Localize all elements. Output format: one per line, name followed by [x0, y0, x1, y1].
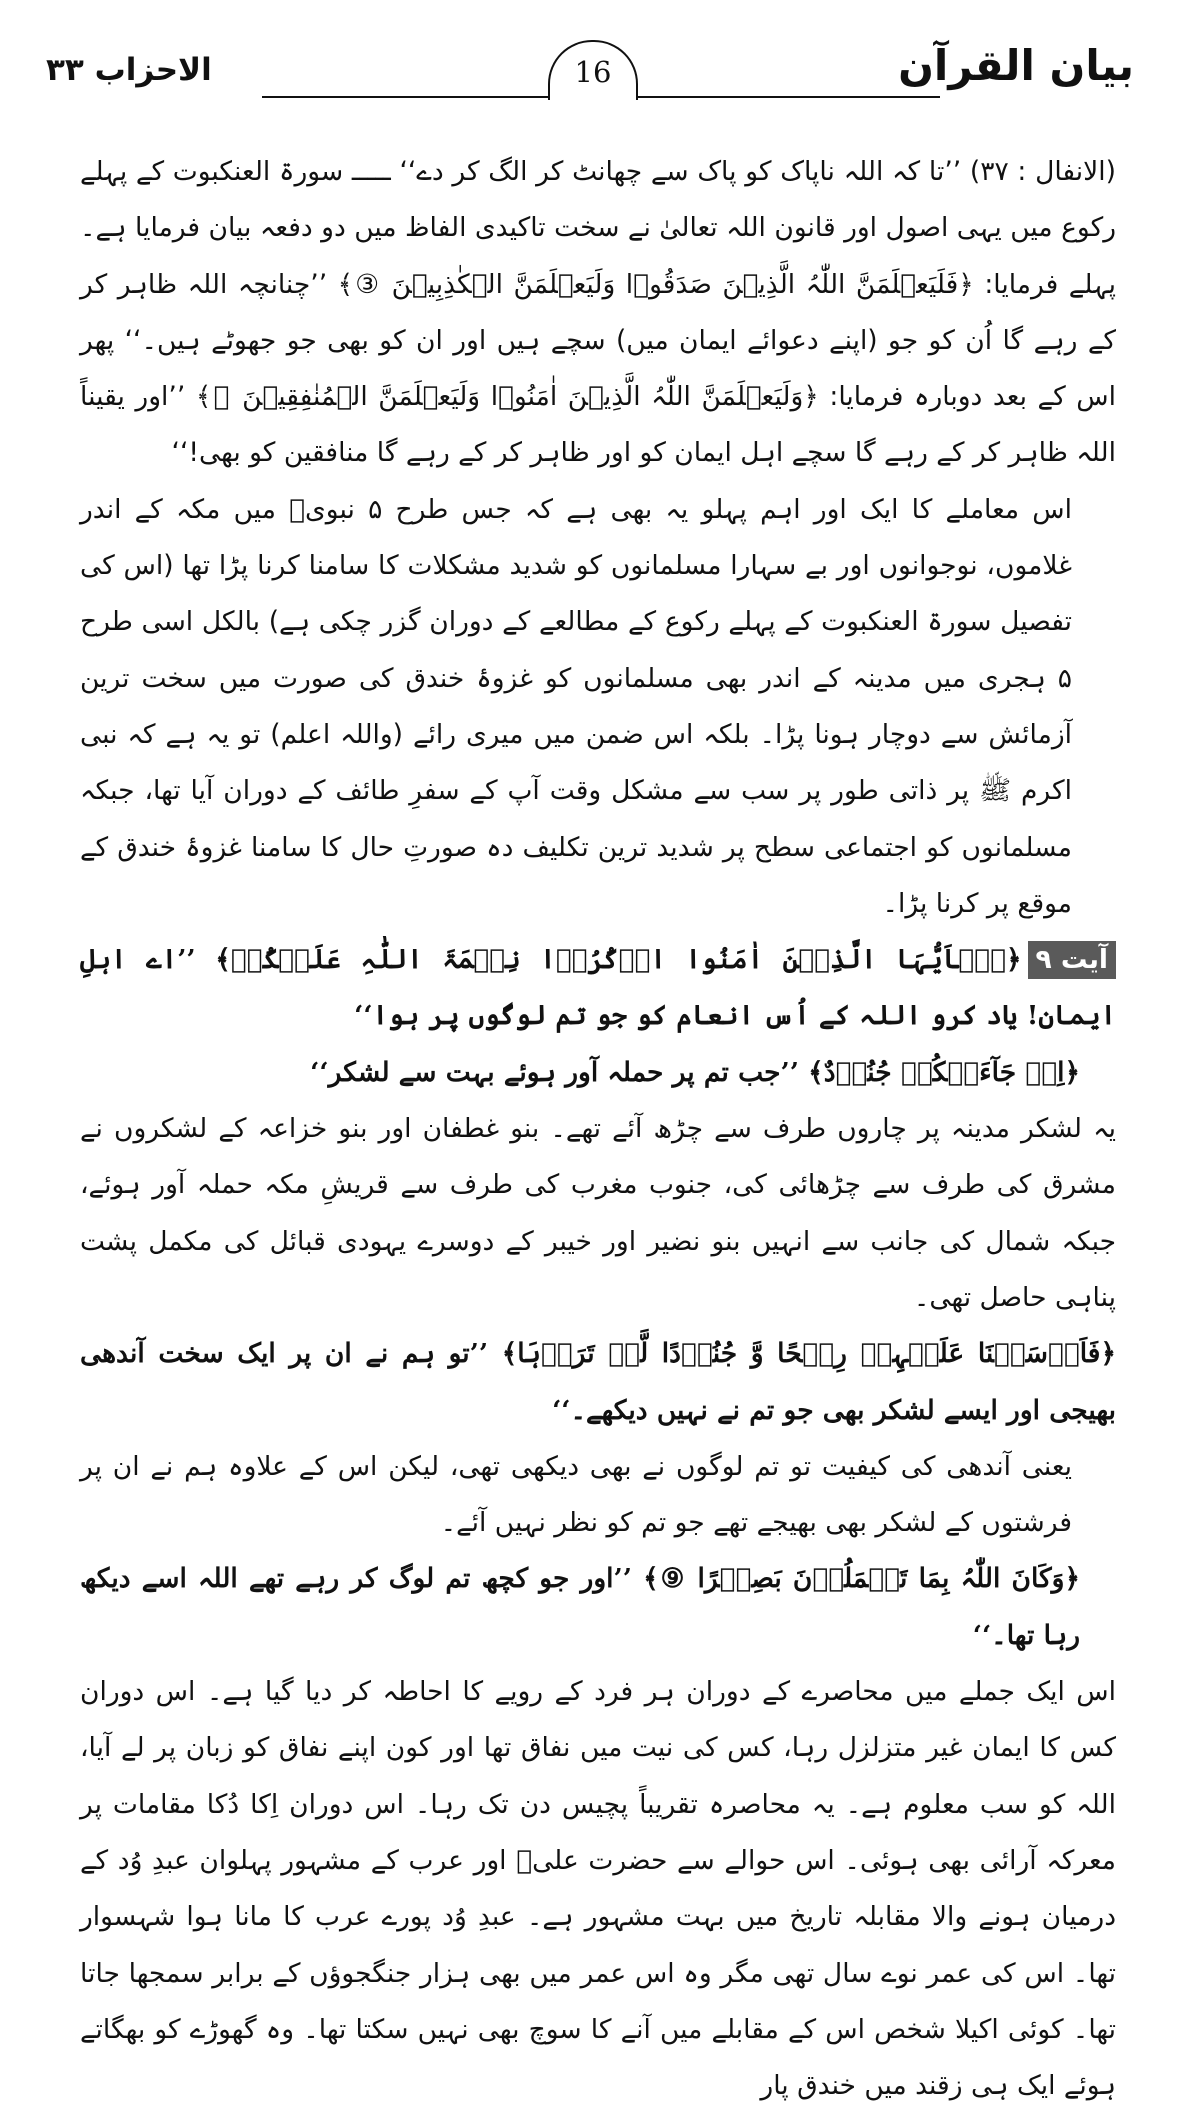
ayat-number-label: آیت ۹: [1028, 941, 1117, 979]
ayat-9-paragraph: [80, 932, 1116, 1045]
surah-label: الاحزاب ۳۳: [46, 52, 212, 88]
verse-paragraph-1: ﴿اِذۡ جَآءَتۡکُمۡ جُنُوۡدٌ﴾ ’’جب تم پر حملہ آور ہوئے بہت سے لشکر‘‘: [310, 1056, 1080, 1088]
page-number: 16: [574, 55, 612, 89]
paragraph-1: (الانفال : ۳۷) ’’تا کہ اللہ ناپاک کو پاک سے چھانٹ کر الگ کر دے‘‘ ـــــ سورۃ العنکبوت کے پہلے رکوع میں یہی اصول اور قانون اللہ تعالیٰ نے سخت تاکیدی الفاظ میں دو دفعہ بیان فرمایا ہے۔ پہلے فرمایا: ﴿فَلَیَعۡلَمَنَّ اللّٰہُ الَّذِیۡنَ صَدَقُوۡا وَلَیَعۡلَمَنَّ الۡکٰذِبِیۡنَ ③﴾ ’’چنانچہ اللہ ظاہر کر کے رہے گا اُن کو جو (اپنے دعوائے ایمان میں) سچے ہیں اور ان کو بھی جو جھوٹے ہیں۔‘‘ پھر اس کے بعد دوبارہ فرمایا: ﴿وَلَیَعۡلَمَنَّ اللّٰہُ الَّذِیۡنَ اٰمَنُوۡا وَلَیَعۡلَمَنَّ الۡمُنٰفِقِیۡنَ ⑪﴾ ’’اور یقیناً اللہ ظاہر کر کے رہے گا سچے اہل ایمان کو اور ظاہر کر کے رہے گا منافقین کو بھی!‘‘: [80, 156, 1117, 469]
running-header: [0, 0, 1192, 130]
header-rule-left: [262, 96, 552, 98]
verse-paragraph-3: ﴿وَکَانَ اللّٰہُ بِمَا تَعۡمَلُوۡنَ بَصِیۡرًا ⑨﴾ ’’اور جو کچھ تم لوگ کر رہے تھے اللہ اسے دیکھ رہا تھا۔‘‘: [80, 1563, 1080, 1651]
verse-paragraph-2: ﴿فَاَرۡسَلۡنَا عَلَیۡہِمۡ رِیۡحًا وَّ جُنُوۡدًا لَّمۡ تَرَوۡہَا﴾ ’’تو ہم نے ان پر ایک سخت آندھی بھیجی اور ایسے لشکر بھی جو تم نے نہیں دیکھے۔‘‘: [80, 1338, 1116, 1426]
book-title: بیان القرآن: [898, 41, 1134, 90]
paragraph-5: یہ لشکر مدینہ پر چاروں طرف سے چڑھ آئے تھے۔ بنو غطفان اور بنو خزاعہ کے لشکروں نے مشرق کی طرف سے چڑھائی کی، جنوب مغرب کی طرف سے قریشِ مکہ حملہ آور ہوئے، جبکہ شمال کی جانب سے انہیں بنو نضیر اور خیبر کے دوسرے یہودی قبائل کی مکمل پشت پناہی حاصل تھی۔: [80, 1113, 1116, 1313]
paragraph-7: یعنی آندھی کی کیفیت تو تم لوگوں نے بھی دیکھی تھی، لیکن اس کے علاوہ ہم نے ان پر فرشتوں کے لشکر بھی بھیجے تھے جو تم کو نظر نہیں آئے۔: [80, 1450, 1072, 1539]
paragraph-9: اس ایک جملے میں محاصرے کے دوران ہر فرد کے رویے کا احاطہ کر دیا گیا ہے۔ اس دوران کس کا ایمان غیر متزلزل رہا، کس کی نیت میں نفاق تھا اور کون اپنے نفاق کو زبان پر لے آیا، اللہ کو سب معلوم ہے۔ یہ محاصرہ تقریباً پچیس دن تک رہا۔ اس دوران اِکا دُکا مقامات پر معرکہ آرائی بھی ہوئی۔ اس حوالے سے حضرت علیؓ اور عرب کے مشہور پہلوان عبدِ وُد کے درمیان ہونے والا مقابلہ تاریخ میں بہت مشہور ہے۔ عبدِ وُد پورے عرب کا مانا ہوا شہسوار تھا۔ اس کی عمر نوے سال تھی مگر وہ اس عمر میں بھی ہزار جنگجوؤں کے برابر سمجھا جاتا تھا۔ کوئی اکیلا شخص اس کے مقابلے میں آنے کا سوچ بھی نہیں سکتا تھا۔ وہ گھوڑے کو بھگاتے ہوئے ایک ہی زقند میں خندق پار: [80, 1676, 1116, 2102]
header-rule-right: [632, 96, 940, 98]
ayat-9-text: ﴿یٰۤاَیُّہَا الَّذِیۡنَ اٰمَنُوا اذۡکُرُوۡا نِعۡمَۃَ اللّٰہِ عَلَیۡکُمۡ﴾ ’’اے اہلِ ایمان! یاد کرو اللہ کے اُس انعام کو جو تم لوگوں پر ہوا‘‘: [80, 944, 1116, 1032]
paragraph-2: اس معاملے کا ایک اور اہم پہلو یہ بھی ہے کہ جس طرح ۵ نبویؐ میں مکہ کے اندر غلاموں، نوجوانوں اور بے سہارا مسلمانوں کو شدید مشکلات کا سامنا کرنا پڑا تھا (اس کی تفصیل سورۃ العنکبوت کے پہلے رکوع کے مطالعے کے دوران گزر چکی ہے) بالکل اسی طرح ۵ ہجری میں مدینہ کے اندر بھی مسلمانوں کو غزوۂ خندق کی صورت میں سخت ترین آزمائش سے دوچار ہونا پڑا۔ بلکہ اس ضمن میں میری رائے (واللہ اعلم) تو یہ ہے کہ نبی اکرم ﷺ پر ذاتی طور پر سب سے مشکل وقت آپ کے سفرِ طائف کے دوران آیا تھا، جبکہ مسلمانوں کو اجتماعی سطح پر شدید ترین تکلیف دہ صورتِ حال کا سامنا غزوۂ خندق کے موقع پر کرنا پڑا۔: [80, 493, 1073, 919]
page-body: [80, 144, 1116, 2114]
page-number-tab: [548, 40, 638, 100]
